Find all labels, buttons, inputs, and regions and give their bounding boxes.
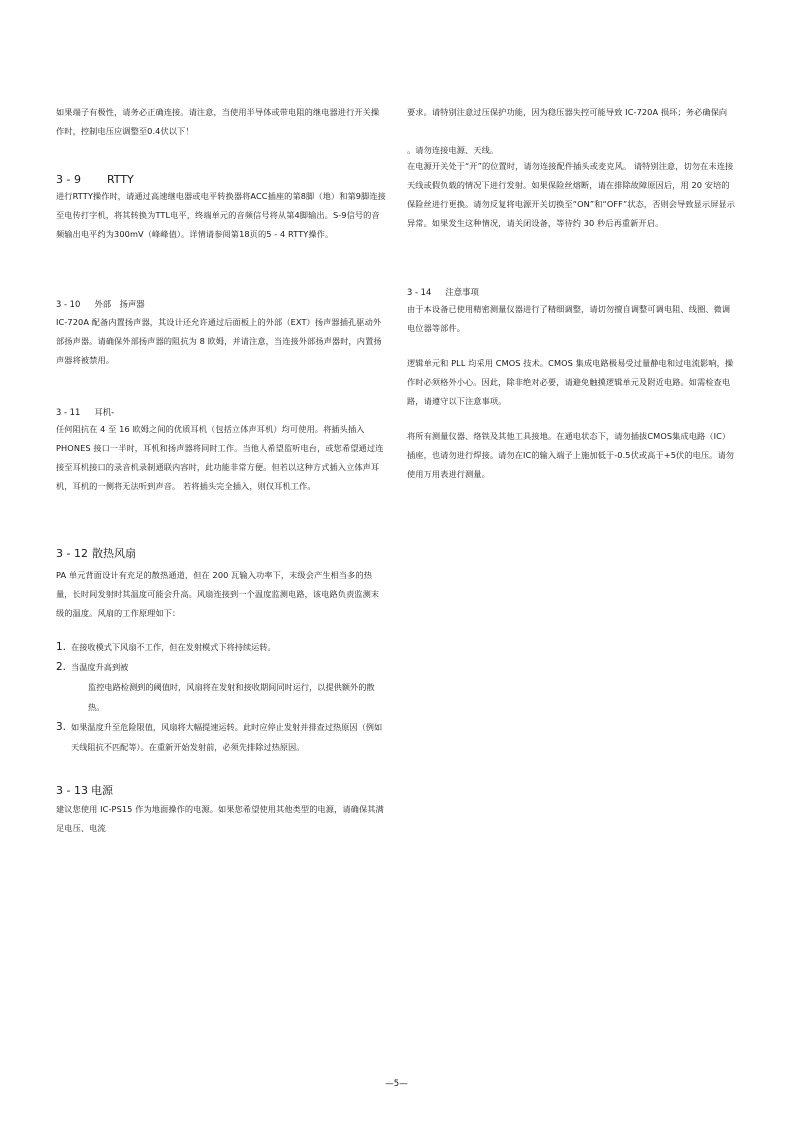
list-item	[56, 637, 386, 657]
list-item	[56, 717, 386, 757]
section-number: 3 - 13	[56, 784, 88, 797]
section-body-3-12: PA 单元背面设计有充足的散热通道，但在 200 瓦输入功率下，末级会产生相当多的热量，长时间发射时其温度可能会升高。风扇连接到一个温度监测电路，该电路负责监测末级的温度。风扇的工作原理如下：	[56, 570, 380, 618]
section-body-3-14-p1: 由于本设备已使用精密测量仪器进行了精细调整，请切勿擅自调整可调电阻、线圈、微调电位器等部件。	[407, 304, 731, 333]
list-item-text: 如果温度升至危险限值，风扇将大幅提速运转。此时应停止发射并排查过热原因（例如天线阻抗不匹配等）。在重新开始发射前，必须先排除过热原因。	[71, 722, 383, 752]
section-body-3-11: 任何阻抗在 4 至 16 欧姆之间的优质耳机（包括立体声耳机）均可使用。将插头插入 PHONES 接口一半时，耳机和扬声器将同时工作。当他人希望监听电台，或您希望通过连接至耳机接口的录音机录制通联内容时，此功能非常方便。但若以这种方式插入立体声耳机，耳机的一侧将无法听到声音。 若将插头完全插入，则仅耳机工作。	[56, 424, 384, 491]
section-heading-3-9	[56, 172, 134, 188]
section-number: 3 - 10	[56, 299, 81, 309]
section-body-3-10: IC-720A 配备内置扬声器，其设计还允许通过后面板上的外部（EXT）扬声器插孔驱动外部扬声器。请确保外部扬声器的阻抗为 8 欧姆，并请注意，当连接外部扬声器时，内置扬声器将被禁用。	[56, 317, 382, 365]
section-title: 外部 扬声器	[94, 299, 145, 309]
continued-paragraph: 要求。请特别注意过压保护功能，因为稳压器失控可能导致 IC-720A 损坏；务必确保向	[407, 107, 728, 117]
section-heading-3-12	[56, 546, 136, 562]
section-body-3-14-p2: 逻辑单元和 PLL 均采用 CMOS 技术。CMOS 集成电路极易受过量静电和过电流影响，操作时必须格外小心。因此，除非绝对必要，请避免触摸逻辑单元及附近电路。如需检查电路，请遵守以下注意事项。	[407, 358, 734, 406]
list-item-number: 1.	[56, 641, 67, 653]
section-heading-3-13	[56, 783, 113, 799]
intro-paragraph: 如果端子有极性，请务必正确连接。请注意，当使用半导体或带电阻的继电器进行开关操作时，控制电压应调整至0.4伏以下！	[56, 107, 380, 136]
list-item-text: 当温度升高到被	[71, 662, 129, 672]
list-item-continuation: 监控电路检测到的阈值时，风扇将在发射和接收期间同时运行，以提供额外的散热。	[88, 682, 375, 712]
section-heading-3-10	[56, 297, 145, 311]
section-heading-3-11	[56, 405, 114, 419]
continued-line: 。请勿连接电源、天线。	[407, 145, 499, 155]
list-item-number: 2.	[56, 661, 67, 673]
section-number: 3 - 12	[56, 547, 88, 560]
section-title: 电源	[90, 784, 113, 797]
section-body-3-14-p3: 将所有测量仪器、烙铁及其他工具接地。在通电状态下，请勿插拔CMOS集成电路（IC）插座，也请勿进行焊接。请勿在IC的输入端子上施加低于-0.5伏或高于+5伏的电压。请勿使用万用表进行测量。	[407, 431, 735, 479]
section-heading-3-14	[407, 285, 479, 299]
section-title: 注意事项	[445, 287, 479, 297]
section-title: 散热风扇	[91, 547, 136, 560]
section-number: 3 - 9	[56, 173, 81, 186]
power-warning-paragraph: 在电源开关处于“开”的位置时，请勿连接配件插头或麦克风。 请特别注意，切勿在未连接天线或假负载的情况下进行发射。如果保险丝熔断，请在排除故障原因后，用 20 安培的保险丝进行更换。请勿反复将电源开关切换至“ON”和“OFF”状态，否则会导致显示屏显示异常。如果发生这种情况，请关闭设备，等待约 30 秒后再重新开启。	[407, 161, 736, 228]
fan-operation-list	[56, 637, 386, 757]
section-body-3-13: 建议您使用 IC-PS15 作为地面操作的电源。如果您希望使用其他类型的电源，请确保其满足电压、电流	[56, 804, 384, 833]
section-title: 耳机-	[94, 407, 115, 417]
section-number: 3 - 14	[407, 287, 432, 297]
page-number: —5—	[385, 1079, 408, 1089]
section-body-3-9: 进行RTTY操作时，请通过高速继电器或电平转换器将ACC插座的第8脚（地）和第9脚连接至电传打字机，将其转换为TTL电平，终端单元的音频信号将从第4脚输出。S-9信号的音频输出电平约为300mV（峰峰值）。详情请参阅第18页的5 - 4 RTTY操作。	[56, 191, 386, 239]
list-item-number: 3.	[56, 721, 67, 733]
list-item-text: 在接收模式下风扇不工作，但在发射模式下将持续运转。	[71, 642, 276, 652]
section-title: RTTY	[106, 173, 134, 186]
section-number: 3 - 11	[56, 407, 81, 417]
list-item	[56, 657, 386, 717]
